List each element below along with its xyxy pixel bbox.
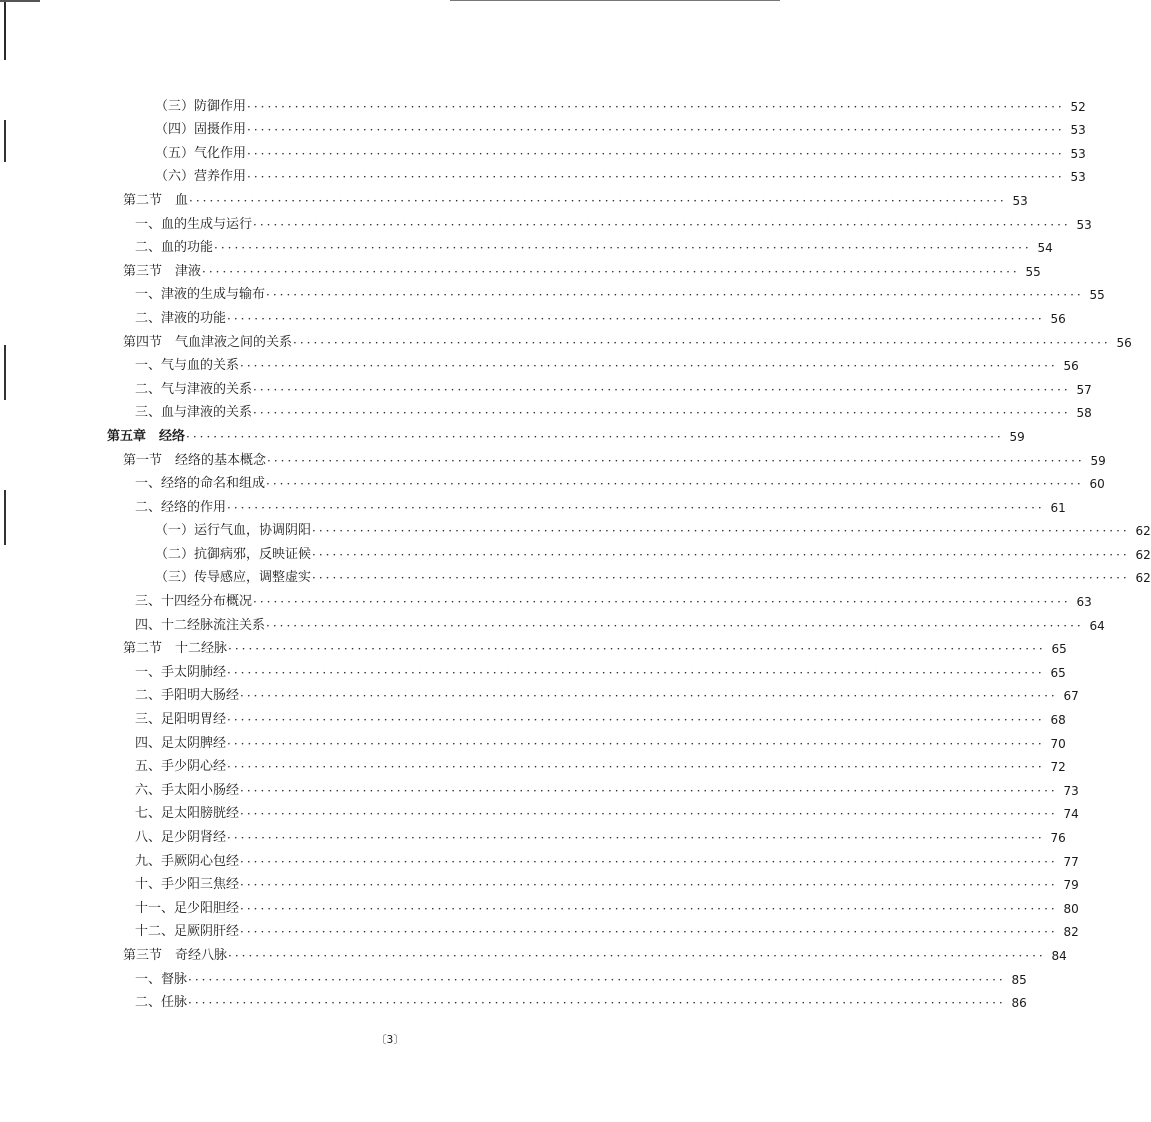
toc-leader-dots: ························································································································ — [247, 123, 1065, 138]
toc-entry-page: 73 — [1063, 783, 1079, 798]
toc-entry — [0, 162, 1086, 186]
toc-entry — [0, 469, 1105, 493]
toc-entry-title: （三）传导感应，调整虚实 — [155, 570, 312, 586]
toc-leader-dots: ························································································································ — [188, 972, 1006, 987]
toc-entry-title: 一、经络的命名和组成 — [135, 476, 266, 492]
toc-leader-dots: ························································································································ — [312, 524, 1130, 539]
toc-entry-page: 53 — [1076, 217, 1092, 232]
table-of-contents — [0, 91, 1151, 1011]
toc-entry — [0, 421, 1025, 445]
toc-leader-dots: ························································································································ — [253, 382, 1071, 397]
toc-entry-title: 八、足少阴肾经 — [135, 830, 227, 845]
toc-entry-title: 三、血与津液的关系 — [135, 405, 253, 421]
toc-entry-title: 第五章 经络 — [107, 428, 186, 444]
toc-entry-title: 一、津液的生成与输布 — [135, 287, 266, 303]
toc-entry — [0, 398, 1092, 422]
toc-entry-title: 六、手太阳小肠经 — [135, 782, 240, 798]
toc-entry-page: 56 — [1050, 311, 1066, 326]
toc-leader-dots: ························································································································ — [253, 595, 1071, 610]
toc-entry-page: 84 — [1051, 948, 1067, 963]
toc-entry-page: 59 — [1009, 429, 1025, 444]
toc-leader-dots: ························································································································ — [240, 783, 1058, 798]
toc-entry — [0, 256, 1041, 280]
toc-entry-title: （六）营养作用 — [155, 169, 247, 185]
toc-entry — [0, 445, 1106, 469]
toc-leader-dots: ························································································································ — [266, 477, 1084, 492]
toc-entry-page: 77 — [1063, 854, 1079, 869]
toc-entry-title: 一、手太阴肺经 — [135, 664, 227, 680]
toc-leader-dots: ························································································································ — [227, 500, 1045, 515]
toc-entry-title: 二、任脉 — [135, 995, 188, 1011]
toc-entry-title: 二、血的功能 — [135, 240, 214, 256]
scan-top-line — [450, 0, 780, 1]
toc-entry — [0, 492, 1066, 516]
toc-entry-title: 一、督脉 — [135, 971, 188, 987]
toc-entry-title: 二、手阳明大肠经 — [135, 688, 240, 704]
toc-entry-title: 二、气与津液的关系 — [135, 381, 253, 397]
toc-entry-page: 67 — [1063, 689, 1079, 704]
toc-leader-dots: ························································································································ — [227, 736, 1045, 751]
toc-leader-dots: ························································································································ — [312, 571, 1130, 586]
toc-entry-page: 72 — [1050, 760, 1066, 775]
toc-entry-title: 第三节 津液 — [123, 263, 202, 279]
toc-leader-dots: ························································································································ — [240, 359, 1058, 374]
toc-entry-title: 第一节 经络的基本概念 — [123, 452, 267, 468]
toc-leader-dots: ························································································································ — [240, 689, 1058, 704]
toc-entry — [0, 657, 1066, 681]
toc-entry — [0, 563, 1151, 587]
toc-leader-dots: ························································································································ — [202, 264, 1020, 279]
toc-entry-title: 第四节 气血津液之间的关系 — [123, 334, 293, 350]
toc-entry-page: 62 — [1135, 524, 1151, 539]
page-number: 〔3〕 — [375, 1033, 405, 1046]
toc-leader-dots: ························································································································ — [240, 901, 1058, 916]
toc-entry-title: （五）气化作用 — [155, 145, 247, 161]
toc-entry-title: 二、津液的功能 — [135, 310, 227, 326]
toc-entry — [0, 917, 1079, 941]
toc-entry — [0, 586, 1092, 610]
toc-entry-page: 56 — [1063, 359, 1079, 374]
toc-entry-page: 60 — [1089, 477, 1105, 492]
toc-entry — [0, 280, 1105, 304]
toc-leader-dots: ························································································································ — [266, 618, 1084, 633]
toc-entry-page: 80 — [1063, 901, 1079, 916]
toc-entry — [0, 327, 1132, 351]
toc-entry — [0, 870, 1079, 894]
toc-entry-page: 82 — [1063, 925, 1079, 940]
toc-entry-page: 76 — [1050, 831, 1066, 845]
toc-entry-title: 第二节 血 — [123, 192, 189, 208]
toc-entry — [0, 91, 1086, 115]
toc-entry — [0, 940, 1067, 964]
toc-entry-page: 64 — [1089, 618, 1105, 633]
scan-edge-mark — [4, 0, 6, 60]
toc-entry — [0, 351, 1079, 375]
toc-entry-title: 七、足太阳膀胱经 — [135, 806, 240, 822]
toc-entry-title: 四、足太阴脾经 — [135, 735, 227, 751]
toc-entry-title: 第三节 奇经八脉 — [123, 947, 228, 963]
toc-entry — [0, 539, 1151, 563]
toc-leader-dots: ························································································································ — [188, 996, 1006, 1011]
toc-leader-dots: ························································································································ — [312, 547, 1130, 562]
toc-entry — [0, 185, 1028, 209]
toc-entry-page: 52 — [1070, 99, 1086, 114]
toc-entry — [0, 704, 1066, 728]
toc-entry — [0, 964, 1027, 988]
toc-leader-dots: ························································································································ — [247, 170, 1065, 185]
toc-entry-title: 一、气与血的关系 — [135, 358, 240, 374]
toc-entry-page: 59 — [1090, 453, 1106, 468]
toc-leader-dots: ························································································································ — [189, 193, 1007, 208]
toc-entry-page: 61 — [1050, 500, 1066, 515]
toc-entry — [0, 634, 1067, 658]
toc-entry-page: 55 — [1089, 288, 1105, 303]
toc-leader-dots: ························································································································ — [227, 831, 1045, 845]
toc-leader-dots: ························································································································ — [228, 642, 1046, 657]
toc-entry-title: 二、经络的作用 — [135, 499, 227, 515]
toc-leader-dots: ························································································································ — [247, 99, 1065, 114]
toc-entry-page: 53 — [1070, 170, 1086, 185]
toc-entry — [0, 138, 1086, 162]
toc-leader-dots: ························································································································ — [240, 878, 1058, 893]
scan-top-line — [0, 0, 40, 2]
toc-entry-page: 53 — [1070, 123, 1086, 138]
toc-entry-page: 58 — [1076, 406, 1092, 421]
toc-entry-page: 65 — [1050, 665, 1066, 680]
toc-entry-page: 68 — [1050, 713, 1066, 728]
toc-entry — [0, 115, 1086, 139]
toc-entry — [0, 233, 1053, 257]
toc-entry-page: 56 — [1116, 335, 1132, 350]
toc-leader-dots: ························································································································ — [293, 335, 1111, 350]
toc-leader-dots: ························································································································ — [214, 241, 1032, 256]
toc-entry-page: 62 — [1135, 547, 1151, 562]
toc-entry-page: 79 — [1063, 878, 1079, 893]
toc-leader-dots: ························································································································ — [227, 665, 1045, 680]
toc-leader-dots: ························································································································ — [240, 807, 1058, 822]
toc-leader-dots: ························································································································ — [253, 217, 1071, 232]
toc-entry-page: 53 — [1012, 193, 1028, 208]
toc-leader-dots: ························································································································ — [227, 713, 1045, 728]
toc-entry — [0, 893, 1079, 917]
toc-entry — [0, 846, 1079, 870]
toc-leader-dots: ························································································································ — [240, 925, 1058, 940]
toc-entry-page: 62 — [1135, 571, 1151, 586]
toc-entry — [0, 516, 1151, 540]
toc-entry-title: 三、足阳明胃经 — [135, 712, 227, 728]
toc-entry-title: 十一、足少阳胆经 — [135, 900, 240, 916]
toc-entry — [0, 303, 1066, 327]
toc-entry — [0, 752, 1066, 776]
toc-entry-page: 70 — [1050, 736, 1066, 751]
toc-entry-page: 63 — [1076, 595, 1092, 610]
toc-entry-title: 四、十二经脉流注关系 — [135, 617, 266, 633]
toc-entry-page: 55 — [1025, 264, 1041, 279]
toc-entry — [0, 775, 1079, 799]
toc-entry-page: 85 — [1011, 972, 1027, 987]
toc-entry — [0, 988, 1027, 1012]
toc-leader-dots: ························································································································ — [253, 406, 1071, 421]
toc-leader-dots: ························································································································ — [227, 311, 1045, 326]
toc-entry-page: 65 — [1051, 642, 1067, 657]
toc-entry-title: 五、手少阴心经 — [135, 759, 227, 775]
toc-entry-title: 十、手少阳三焦经 — [135, 877, 240, 893]
toc-entry — [0, 374, 1092, 398]
toc-entry — [0, 610, 1105, 634]
toc-entry-page: 86 — [1011, 996, 1027, 1011]
toc-entry-title: （四）固摄作用 — [155, 122, 247, 138]
toc-entry-page: 57 — [1076, 382, 1092, 397]
toc-entry-title: 一、血的生成与运行 — [135, 216, 253, 232]
toc-entry-title: （二）抗御病邪，反映证候 — [155, 546, 312, 562]
toc-entry-title: （三）防御作用 — [155, 98, 247, 114]
toc-entry — [0, 209, 1092, 233]
toc-entry — [0, 799, 1079, 823]
toc-entry-page: 74 — [1063, 807, 1079, 822]
toc-leader-dots: ························································································································ — [240, 854, 1058, 869]
toc-leader-dots: ························································································································ — [227, 760, 1045, 775]
toc-entry-title: 九、手厥阴心包经 — [135, 853, 240, 869]
toc-leader-dots: ························································································································ — [228, 948, 1046, 963]
toc-entry-page: 54 — [1037, 241, 1053, 256]
toc-entry — [0, 681, 1079, 705]
toc-leader-dots: ························································································································ — [186, 429, 1004, 444]
toc-entry — [0, 822, 1066, 846]
toc-leader-dots: ························································································································ — [266, 288, 1084, 303]
toc-entry-title: （一）运行气血，协调阴阳 — [155, 523, 312, 539]
toc-entry-page: 53 — [1070, 146, 1086, 161]
toc-entry-title: 第二节 十二经脉 — [123, 641, 228, 657]
toc-leader-dots: ························································································································ — [267, 453, 1085, 468]
toc-entry-title: 三、十四经分布概况 — [135, 594, 253, 610]
toc-entry — [0, 728, 1066, 752]
toc-entry-title: 十二、足厥阴肝经 — [135, 924, 240, 940]
toc-leader-dots: ························································································································ — [247, 146, 1065, 161]
